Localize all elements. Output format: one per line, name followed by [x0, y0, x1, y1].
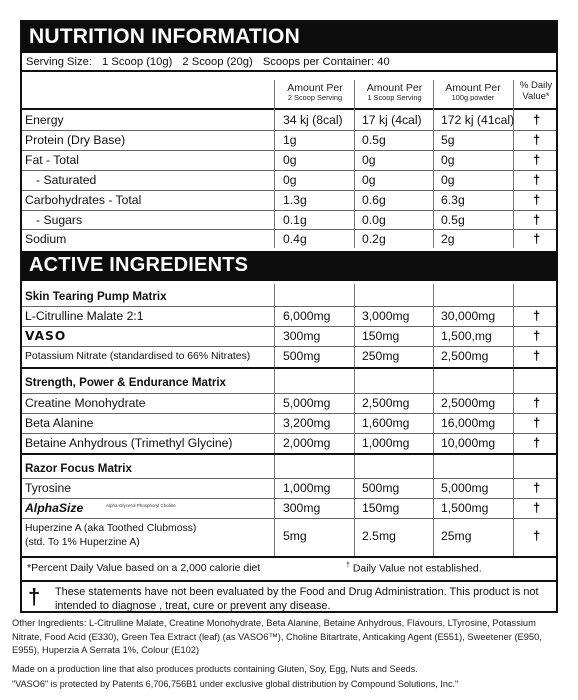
column-header-2-scoop: Amount Per 2 Scoop Serving [287, 82, 343, 102]
vaso-logo: VASO [25, 329, 67, 343]
ingredient-row-potassium-nitrate: Potassium Nitrate (standardised to 66% Nitrates) 500mg 250mg 2,500mg † [25, 348, 541, 363]
fda-disclaimer: † These statements have not been evaluated by the Food and Drug Administration. This product is not intended to diagnose , treat, cure or prevent any disease. [22, 580, 556, 611]
daily-value-footnote: *Percent Daily Value based on a 2,000 calorie diet † Daily Value not established. [27, 562, 482, 575]
nutrition-row-carbohydrates: Carbohydrates - Total 1.3g 0.6g 6.3g † [25, 192, 541, 207]
alphasize-sublabel: Alpha-Glycerol Phosphoryl Choline [106, 503, 176, 508]
nutrition-row-energy: Energy 34 kj (8cal) 17 kj (4cal) 172 kj (41cal) † [25, 112, 541, 127]
ingredient-row-huperzine: Huperzine A (aka Toothed Clubmoss) (std. To 1% Huperzine A) 5mg 2.5mg 25mg † [25, 523, 541, 548]
allergen-statement: Made on a production line that also produces products containing Gluten, Soy, Egg, Nuts and Seeds. [12, 664, 418, 674]
nutrition-row-protein: Protein (Dry Base) 1g 0.5g 5g † [25, 132, 541, 147]
active-ingredients-title: ACTIVE INGREDIENTS [22, 251, 556, 281]
ingredient-row-vaso: VASO 300mg 150mg 1,500,mg † [25, 328, 541, 343]
ingredient-row-citrulline: L-Citrulline Malate 2:1 6,000mg 3,000mg 30,000mg † [25, 308, 541, 323]
ingredient-row-creatine: Creatine Monohydrate 5,000mg 2,500mg 2,5000mg † [25, 395, 541, 410]
alphasize-logo: AlphaSize [25, 501, 84, 515]
nutrition-row-sugars: - Sugars 0.1g 0.0g 0.5g † [36, 212, 541, 227]
patent-statement: "VASO6" is protected by Patents 6,706,756B1 under exclusive global distribution by Compound Solutions, Inc." [12, 679, 459, 689]
nutrition-title: NUTRITION INFORMATION [22, 22, 556, 53]
nutrition-panel [20, 20, 558, 613]
ingredient-row-alphasize: AlphaSize Alpha-Glycerol Phosphoryl Choline 300mg 150mg 1,500mg † [25, 500, 541, 515]
section-focus-matrix: Razor Focus Matrix [25, 462, 132, 475]
serving-size-1: 1 Scoop (10g) [102, 56, 173, 68]
column-header-1-scoop: Amount Per 1 Scoop Serving [366, 82, 423, 102]
nutrition-row-saturated: - Saturated 0g 0g 0g † [36, 172, 541, 187]
ingredient-row-betaine: Betaine Anhydrous (Trimethyl Glycine) 2,000mg 1,000mg 10,000mg † [25, 435, 541, 450]
scoops-per-container: Scoops per Container: 40 [262, 56, 390, 68]
serving-info [22, 55, 556, 69]
column-header-daily-value: % Daily Value* [519, 80, 553, 102]
serving-size-label: Serving Size: [26, 56, 92, 68]
nutrition-row-sodium: Sodium 0.4g 0.2g 2g † [25, 231, 541, 246]
section-pump-matrix: Skin Tearing Pump Matrix [25, 290, 167, 303]
column-header-100g: Amount Per 100g powder [445, 82, 501, 102]
serving-divider [22, 70, 556, 72]
ingredient-row-beta-alanine: Beta Alanine 3,200mg 1,600mg 16,000mg † [25, 415, 541, 430]
section-strength-matrix: Strength, Power & Endurance Matrix [25, 376, 226, 389]
nutrition-row-fat: Fat - Total 0g 0g 0g † [25, 152, 541, 167]
header-divider [22, 108, 556, 110]
ingredient-row-tyrosine: Tyrosine 1,000mg 500mg 5,000mg † [25, 480, 541, 495]
serving-size-2: 2 Scoop (20g) [182, 56, 253, 68]
dagger-icon: † [28, 584, 41, 609]
other-ingredients: Other Ingredients: L-Citrulline Malate, Creatine Monohydrate, Beta Alanine, Betaine Anhydrous, Flavours, LTyrosine, Potassium Nitrate, Food Acid (E330), Green Tea Extract (leaf) (as VASO6™), Choline Bitartrate, Anticaking Agent (E551), Sweetener (E950, E955), Huperzia A Serrata 1%, Colour (E102) [12, 618, 542, 656]
